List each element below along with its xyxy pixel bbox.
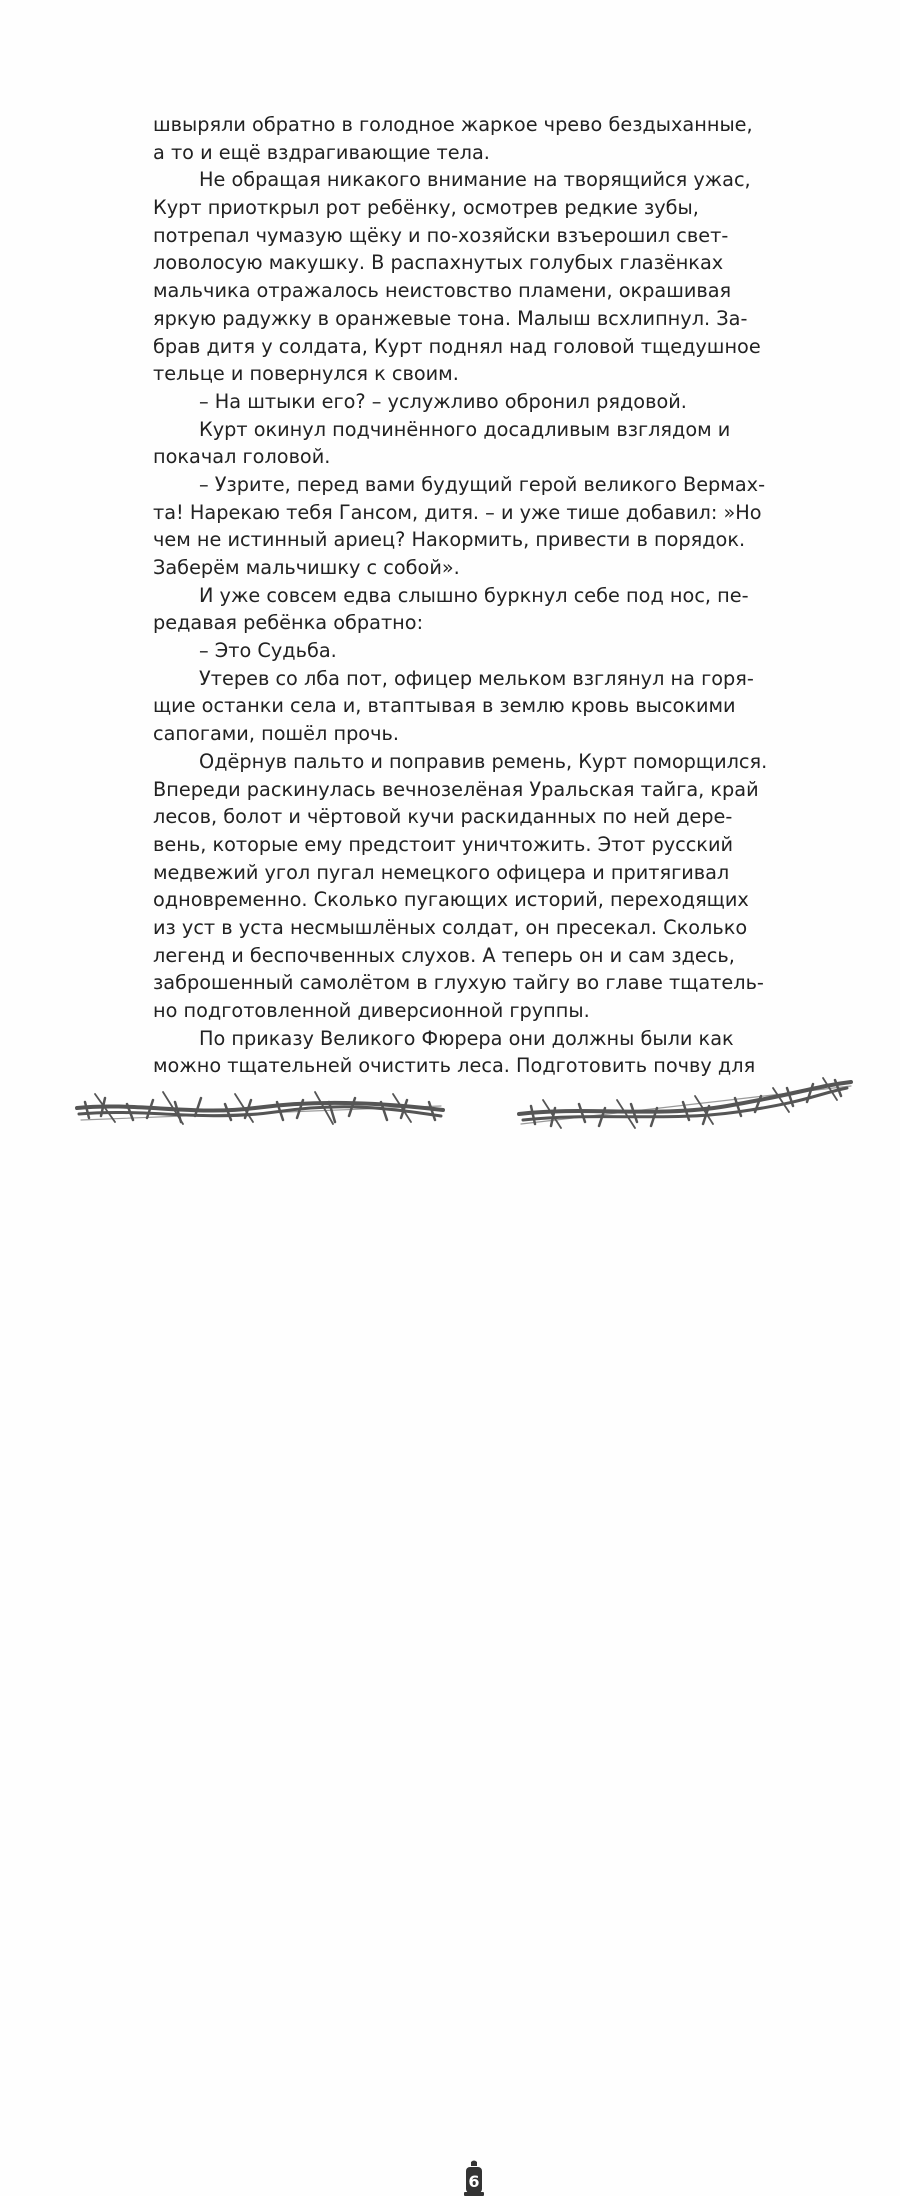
text-line: брав дитя у солдата, Курт поднял над головой тщедушное bbox=[153, 334, 761, 358]
text-line: вень, которые ему предстоит уничтожить. Этот русский bbox=[153, 832, 734, 856]
page-number-badge bbox=[463, 2160, 485, 2196]
text-line: тельце и повернулся к своим. bbox=[153, 362, 459, 386]
text-line: – Узрите, перед вами будущий герой великого Вермах- bbox=[199, 472, 766, 496]
text-line: заброшенный самолётом в глухую тайгу во главе тщатель- bbox=[153, 971, 764, 995]
text-line: из уст в уста несмышлёных солдат, он пресекал. Сколько bbox=[153, 915, 748, 939]
text-line: сапогами, пошёл прочь. bbox=[153, 722, 399, 746]
page-footer bbox=[0, 1072, 900, 2191]
text-line: можно тщательней очистить леса. Подготовить почву для bbox=[153, 1054, 756, 1078]
text-line: легенд и беспочвенных слухов. А теперь он и сам здесь, bbox=[153, 943, 735, 967]
text-line: одновременно. Сколько пугающих историй, переходящих bbox=[153, 888, 749, 912]
page-number: 6 bbox=[468, 2172, 480, 2191]
text-line: мальчика отражалось неистовство пламени, окрашивая bbox=[153, 279, 732, 303]
text-line: чем не истинный ариец? Накормить, привести в порядок. bbox=[153, 528, 746, 552]
text-line: По приказу Великого Фюрера они должны были как bbox=[199, 1026, 734, 1050]
text-line: – На штыки его? – услужливо обронил рядовой. bbox=[199, 389, 687, 413]
text-line: щие останки села и, втаптывая в землю кровь высокими bbox=[153, 694, 736, 718]
text-line: Курт приоткрыл рот ребёнку, осмотрев редкие зубы, bbox=[153, 196, 699, 220]
text-line: Не обращая никакого внимание на творящийся ужас, bbox=[199, 168, 751, 192]
barbed-wire-left-icon bbox=[75, 1072, 445, 1144]
text-line: яркую радужку в оранжевые тона. Малыш всхлипнул. За- bbox=[153, 306, 748, 330]
page-body bbox=[153, 111, 773, 1080]
text-line: Одёрнув пальто и поправив ремень, Курт поморщился. bbox=[199, 749, 768, 773]
text-line: Заберём мальчишку с собой». bbox=[153, 556, 460, 579]
text-line: Курт окинул подчинённого досадливым взглядом и bbox=[199, 417, 731, 441]
text-line: И уже совсем едва слышно буркнул себе под нос, пе- bbox=[199, 583, 749, 607]
text-line: швыряли обратно в голодное жаркое чрево бездыханные, bbox=[153, 113, 753, 136]
text-line: та! Нарекаю тебя Гансом, дитя. – и уже тише добавил: »Но bbox=[153, 500, 762, 524]
text-line: но подготовленной диверсионной группы. bbox=[153, 999, 590, 1022]
barbed-wire-right-icon bbox=[517, 1072, 853, 1144]
text-line: медвежий угол пугал немецкого офицера и притягивал bbox=[153, 860, 730, 884]
text-line: а то и ещё вздрагивающие тела. bbox=[153, 140, 490, 164]
text-line: ловолосую макушку. В распахнутых голубых глазёнках bbox=[153, 251, 724, 275]
text-line: покачал головой. bbox=[153, 445, 331, 469]
text-line: Впереди раскинулась вечнозелёная Уральская тайга, край bbox=[153, 777, 759, 801]
text-line: потрепал чумазую щёку и по-хозяйски взъерошил свет- bbox=[153, 223, 729, 247]
text-line: лесов, болот и чёртовой кучи раскиданных по ней дере- bbox=[153, 805, 733, 829]
text-line: редавая ребёнка обратно: bbox=[153, 611, 424, 635]
text-line: – Это Судьба. bbox=[199, 639, 337, 663]
text-line: Утерев со лба пот, офицер мельком взглянул на горя- bbox=[199, 666, 754, 690]
